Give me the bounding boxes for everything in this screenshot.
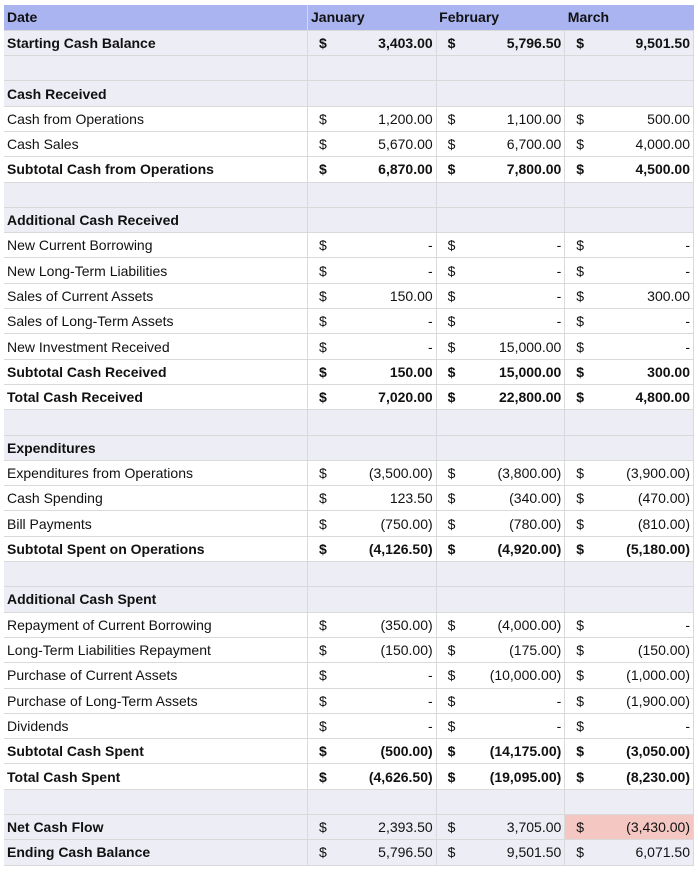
value-cell[interactable]: -	[338, 258, 437, 283]
value-cell[interactable]: 1,200.00	[338, 106, 437, 131]
empty-cell[interactable]	[308, 81, 338, 106]
empty-cell[interactable]	[338, 56, 437, 81]
row-label[interactable]: Net Cash Flow	[4, 815, 308, 840]
row-label[interactable]: New Investment Received	[4, 334, 308, 359]
value-cell[interactable]: -	[338, 663, 437, 688]
value-cell[interactable]: 5,796.50	[338, 840, 437, 865]
value-cell[interactable]: -	[595, 612, 694, 637]
row-label[interactable]: Subtotal Spent on Operations	[4, 536, 308, 561]
row-label[interactable]: Cash Sales	[4, 131, 308, 156]
value-cell[interactable]: 150.00	[338, 359, 437, 384]
value-cell[interactable]: -	[338, 688, 437, 713]
value-cell[interactable]: (1,900.00)	[595, 688, 694, 713]
currency-cell[interactable]: $	[436, 511, 466, 536]
currency-cell[interactable]: $	[436, 30, 466, 55]
currency-cell[interactable]: $	[565, 486, 595, 511]
table-row	[4, 713, 694, 738]
value-cell[interactable]: -	[466, 309, 565, 334]
table-row	[4, 612, 694, 637]
empty-cell[interactable]	[466, 435, 565, 460]
value-cell[interactable]: (3,800.00)	[466, 460, 565, 485]
empty-cell[interactable]	[595, 182, 694, 207]
value-cell[interactable]: 15,000.00	[466, 334, 565, 359]
table-row	[4, 309, 694, 334]
empty-cell[interactable]	[308, 56, 338, 81]
currency-cell[interactable]: $	[565, 106, 595, 131]
value-cell[interactable]: -	[338, 309, 437, 334]
currency-cell[interactable]: $	[436, 334, 466, 359]
currency-cell[interactable]: $	[565, 637, 595, 662]
table-row	[4, 688, 694, 713]
currency-cell[interactable]: $	[308, 359, 338, 384]
value-cell[interactable]: -	[466, 233, 565, 258]
empty-cell[interactable]	[595, 207, 694, 232]
currency-cell[interactable]: $	[565, 359, 595, 384]
empty-cell[interactable]	[4, 410, 308, 435]
value-cell[interactable]: 1,100.00	[466, 106, 565, 131]
row-label[interactable]: Sales of Current Assets	[4, 283, 308, 308]
blank-row	[4, 182, 694, 207]
header-row	[4, 5, 694, 30]
net-cash-flow-row	[4, 815, 694, 840]
currency-cell[interactable]: $	[565, 536, 595, 561]
value-cell[interactable]: 7,800.00	[466, 157, 565, 182]
empty-cell[interactable]	[436, 207, 466, 232]
currency-cell[interactable]: $	[565, 258, 595, 283]
row-label[interactable]: Cash Spending	[4, 486, 308, 511]
value-cell[interactable]: -	[595, 233, 694, 258]
currency-cell[interactable]: $	[565, 739, 595, 764]
value-cell[interactable]: 15,000.00	[466, 359, 565, 384]
value-cell[interactable]: -	[338, 713, 437, 738]
empty-cell[interactable]	[4, 789, 308, 814]
section-additional-cash-received	[4, 207, 694, 232]
value-cell[interactable]: -	[466, 283, 565, 308]
value-cell[interactable]: -	[466, 258, 565, 283]
value-cell[interactable]: (3,500.00)	[338, 460, 437, 485]
table-row	[4, 637, 694, 662]
currency-cell[interactable]: $	[565, 283, 595, 308]
table-row	[4, 233, 694, 258]
currency-cell[interactable]: $	[308, 511, 338, 536]
empty-cell[interactable]	[436, 789, 466, 814]
empty-cell[interactable]	[565, 562, 595, 587]
empty-cell[interactable]	[595, 410, 694, 435]
value-cell[interactable]: (780.00)	[466, 511, 565, 536]
empty-cell[interactable]	[595, 789, 694, 814]
currency-cell[interactable]: $	[308, 309, 338, 334]
value-cell[interactable]: -	[338, 334, 437, 359]
value-cell[interactable]: 6,870.00	[338, 157, 437, 182]
section-title[interactable]: Expenditures	[4, 435, 308, 460]
currency-cell[interactable]: $	[308, 131, 338, 156]
table-row	[4, 106, 694, 131]
currency-cell[interactable]: $	[565, 233, 595, 258]
empty-cell[interactable]	[4, 182, 308, 207]
empty-cell[interactable]	[308, 789, 338, 814]
currency-cell[interactable]: $	[308, 384, 338, 409]
value-cell[interactable]: -	[338, 233, 437, 258]
value-cell[interactable]: (150.00)	[595, 637, 694, 662]
subtotal-row	[4, 739, 694, 764]
empty-cell[interactable]	[436, 81, 466, 106]
value-cell[interactable]: (4,000.00)	[466, 612, 565, 637]
currency-cell[interactable]: $	[565, 688, 595, 713]
currency-cell[interactable]: $	[436, 157, 466, 182]
value-cell[interactable]: 3,403.00	[338, 30, 437, 55]
empty-cell[interactable]	[338, 587, 437, 612]
section-title[interactable]: Cash Received	[4, 81, 308, 106]
value-cell[interactable]: (3,430.00)	[595, 815, 694, 840]
value-cell[interactable]: (4,126.50)	[338, 536, 437, 561]
row-label[interactable]: Expenditures from Operations	[4, 460, 308, 485]
currency-cell[interactable]: $	[436, 486, 466, 511]
empty-cell[interactable]	[308, 435, 338, 460]
ending-cash-balance-row	[4, 840, 694, 865]
empty-cell[interactable]	[4, 56, 308, 81]
table-row	[4, 460, 694, 485]
value-cell[interactable]: (3,050.00)	[595, 739, 694, 764]
header-month-march[interactable]: March	[565, 5, 694, 30]
value-cell[interactable]: -	[595, 713, 694, 738]
empty-cell[interactable]	[308, 410, 338, 435]
currency-cell[interactable]: $	[308, 688, 338, 713]
empty-cell[interactable]	[466, 562, 565, 587]
value-cell[interactable]: (10,000.00)	[466, 663, 565, 688]
empty-cell[interactable]	[595, 435, 694, 460]
value-cell[interactable]: 4,000.00	[595, 131, 694, 156]
currency-cell[interactable]: $	[308, 334, 338, 359]
empty-cell[interactable]	[338, 182, 437, 207]
currency-cell[interactable]: $	[308, 637, 338, 662]
empty-cell[interactable]	[466, 182, 565, 207]
currency-cell[interactable]: $	[565, 511, 595, 536]
currency-cell[interactable]: $	[308, 157, 338, 182]
value-cell[interactable]: 6,071.50	[595, 840, 694, 865]
row-label[interactable]: Dividends	[4, 713, 308, 738]
value-cell[interactable]: (340.00)	[466, 486, 565, 511]
currency-cell[interactable]: $	[436, 840, 466, 865]
currency-cell[interactable]: $	[308, 536, 338, 561]
currency-cell[interactable]: $	[565, 713, 595, 738]
row-label[interactable]: Repayment of Current Borrowing	[4, 612, 308, 637]
value-cell[interactable]: (350.00)	[338, 612, 437, 637]
currency-cell[interactable]: $	[436, 359, 466, 384]
empty-cell[interactable]	[436, 182, 466, 207]
currency-cell[interactable]: $	[565, 334, 595, 359]
empty-cell[interactable]	[595, 81, 694, 106]
value-cell[interactable]: 3,705.00	[466, 815, 565, 840]
currency-cell[interactable]: $	[565, 157, 595, 182]
currency-cell[interactable]: $	[308, 612, 338, 637]
cash-flow-table-body	[4, 5, 694, 865]
subtotal-row	[4, 359, 694, 384]
empty-cell[interactable]	[338, 562, 437, 587]
empty-cell[interactable]	[308, 182, 338, 207]
value-cell[interactable]: 4,500.00	[595, 157, 694, 182]
total-row	[4, 384, 694, 409]
empty-cell[interactable]	[595, 56, 694, 81]
subtotal-row	[4, 536, 694, 561]
currency-cell[interactable]: $	[565, 612, 595, 637]
row-label[interactable]: Subtotal Cash Spent	[4, 739, 308, 764]
row-label[interactable]: Subtotal Cash Received	[4, 359, 308, 384]
subtotal-row	[4, 157, 694, 182]
currency-cell[interactable]: $	[436, 309, 466, 334]
value-cell[interactable]: (810.00)	[595, 511, 694, 536]
value-cell[interactable]: (175.00)	[466, 637, 565, 662]
currency-cell[interactable]: $	[436, 460, 466, 485]
empty-cell[interactable]	[308, 562, 338, 587]
value-cell[interactable]: 9,501.50	[595, 30, 694, 55]
value-cell[interactable]: 6,700.00	[466, 131, 565, 156]
header-month-january[interactable]: January	[308, 5, 437, 30]
value-cell[interactable]: (5,180.00)	[595, 536, 694, 561]
empty-cell[interactable]	[565, 435, 595, 460]
currency-cell[interactable]: $	[565, 384, 595, 409]
currency-cell[interactable]: $	[308, 739, 338, 764]
empty-cell[interactable]	[436, 410, 466, 435]
currency-cell[interactable]: $	[436, 233, 466, 258]
blank-row	[4, 410, 694, 435]
currency-cell[interactable]: $	[308, 460, 338, 485]
row-label[interactable]: Subtotal Cash from Operations	[4, 157, 308, 182]
empty-cell[interactable]	[338, 789, 437, 814]
blank-row	[4, 789, 694, 814]
currency-cell[interactable]: $	[436, 106, 466, 131]
value-cell[interactable]: 5,796.50	[466, 30, 565, 55]
currency-cell[interactable]: $	[565, 663, 595, 688]
table-row	[4, 258, 694, 283]
row-label[interactable]: Ending Cash Balance	[4, 840, 308, 865]
row-label[interactable]: Bill Payments	[4, 511, 308, 536]
value-cell[interactable]: 300.00	[595, 283, 694, 308]
value-cell[interactable]: (3,900.00)	[595, 460, 694, 485]
row-label[interactable]: Purchase of Current Assets	[4, 663, 308, 688]
currency-cell[interactable]: $	[436, 688, 466, 713]
row-label[interactable]: New Current Borrowing	[4, 233, 308, 258]
currency-cell[interactable]: $	[436, 663, 466, 688]
currency-cell[interactable]: $	[565, 30, 595, 55]
value-cell[interactable]: (1,000.00)	[595, 663, 694, 688]
row-label[interactable]: Starting Cash Balance	[4, 30, 308, 55]
currency-cell[interactable]: $	[436, 764, 466, 789]
table-row	[4, 334, 694, 359]
empty-cell[interactable]	[436, 587, 466, 612]
currency-cell[interactable]: $	[308, 233, 338, 258]
header-date-cell[interactable]: Date	[4, 5, 308, 30]
currency-cell[interactable]: $	[436, 258, 466, 283]
currency-cell[interactable]: $	[436, 612, 466, 637]
empty-cell[interactable]	[338, 435, 437, 460]
empty-cell[interactable]	[565, 207, 595, 232]
row-label[interactable]: Cash from Operations	[4, 106, 308, 131]
empty-cell[interactable]	[466, 207, 565, 232]
value-cell[interactable]: (500.00)	[338, 739, 437, 764]
table-row	[4, 486, 694, 511]
currency-cell[interactable]: $	[308, 764, 338, 789]
empty-cell[interactable]	[565, 81, 595, 106]
value-cell[interactable]: 22,800.00	[466, 384, 565, 409]
total-row	[4, 764, 694, 789]
currency-cell[interactable]: $	[436, 739, 466, 764]
row-label[interactable]: Long-Term Liabilities Repayment	[4, 637, 308, 662]
section-title[interactable]: Additional Cash Received	[4, 207, 308, 232]
currency-cell[interactable]: $	[565, 460, 595, 485]
empty-cell[interactable]	[466, 410, 565, 435]
value-cell[interactable]: 150.00	[338, 283, 437, 308]
starting-cash-row	[4, 30, 694, 55]
currency-cell[interactable]: $	[308, 663, 338, 688]
currency-cell[interactable]: $	[436, 713, 466, 738]
value-cell[interactable]: (14,175.00)	[466, 739, 565, 764]
currency-cell[interactable]: $	[436, 384, 466, 409]
currency-cell[interactable]: $	[308, 815, 338, 840]
value-cell[interactable]: (470.00)	[595, 486, 694, 511]
empty-cell[interactable]	[338, 410, 437, 435]
empty-cell[interactable]	[436, 435, 466, 460]
section-title[interactable]: Additional Cash Spent	[4, 587, 308, 612]
currency-cell[interactable]: $	[565, 131, 595, 156]
currency-cell[interactable]: $	[436, 283, 466, 308]
row-label[interactable]: New Long-Term Liabilities	[4, 258, 308, 283]
value-cell[interactable]: 123.50	[338, 486, 437, 511]
currency-cell[interactable]: $	[308, 486, 338, 511]
currency-cell[interactable]: $	[308, 106, 338, 131]
value-cell[interactable]: -	[466, 688, 565, 713]
blank-row	[4, 56, 694, 81]
value-cell[interactable]: -	[595, 258, 694, 283]
currency-cell[interactable]: $	[565, 840, 595, 865]
empty-cell[interactable]	[436, 56, 466, 81]
empty-cell[interactable]	[308, 207, 338, 232]
row-label[interactable]: Total Cash Received	[4, 384, 308, 409]
value-cell[interactable]: -	[595, 334, 694, 359]
value-cell[interactable]: 300.00	[595, 359, 694, 384]
value-cell[interactable]: 2,393.50	[338, 815, 437, 840]
empty-cell[interactable]	[466, 789, 565, 814]
value-cell[interactable]: 500.00	[595, 106, 694, 131]
table-row	[4, 511, 694, 536]
row-label[interactable]: Sales of Long-Term Assets	[4, 309, 308, 334]
empty-cell[interactable]	[565, 182, 595, 207]
empty-cell[interactable]	[595, 562, 694, 587]
table-row	[4, 283, 694, 308]
value-cell[interactable]: 5,670.00	[338, 131, 437, 156]
value-cell[interactable]: (750.00)	[338, 511, 437, 536]
empty-cell[interactable]	[565, 587, 595, 612]
value-cell[interactable]: (8,230.00)	[595, 764, 694, 789]
row-label[interactable]: Total Cash Spent	[4, 764, 308, 789]
currency-cell[interactable]: $	[308, 258, 338, 283]
cash-flow-table	[4, 5, 694, 866]
value-cell[interactable]: (4,626.50)	[338, 764, 437, 789]
currency-cell[interactable]: $	[308, 713, 338, 738]
value-cell[interactable]: -	[466, 713, 565, 738]
currency-cell[interactable]: $	[565, 309, 595, 334]
section-cash-received	[4, 81, 694, 106]
value-cell[interactable]: (150.00)	[338, 637, 437, 662]
empty-cell[interactable]	[565, 410, 595, 435]
value-cell[interactable]: 9,501.50	[466, 840, 565, 865]
empty-cell[interactable]	[466, 56, 565, 81]
empty-cell[interactable]	[565, 789, 595, 814]
section-expenditures	[4, 435, 694, 460]
empty-cell[interactable]	[595, 587, 694, 612]
empty-cell[interactable]	[338, 207, 437, 232]
empty-cell[interactable]	[338, 81, 437, 106]
value-cell[interactable]: (19,095.00)	[466, 764, 565, 789]
currency-cell[interactable]: $	[436, 637, 466, 662]
empty-cell[interactable]	[4, 562, 308, 587]
currency-cell[interactable]: $	[308, 30, 338, 55]
currency-cell[interactable]: $	[565, 764, 595, 789]
currency-cell[interactable]: $	[436, 815, 466, 840]
value-cell[interactable]: 4,800.00	[595, 384, 694, 409]
empty-cell[interactable]	[466, 81, 565, 106]
currency-cell[interactable]: $	[436, 131, 466, 156]
empty-cell[interactable]	[308, 587, 338, 612]
value-cell[interactable]: -	[595, 309, 694, 334]
currency-cell[interactable]: $	[565, 815, 595, 840]
empty-cell[interactable]	[466, 587, 565, 612]
table-row	[4, 663, 694, 688]
blank-row	[4, 562, 694, 587]
empty-cell[interactable]	[565, 56, 595, 81]
currency-cell[interactable]: $	[308, 283, 338, 308]
currency-cell[interactable]: $	[308, 840, 338, 865]
row-label[interactable]: Purchase of Long-Term Assets	[4, 688, 308, 713]
value-cell[interactable]: 7,020.00	[338, 384, 437, 409]
currency-cell[interactable]: $	[436, 536, 466, 561]
table-row	[4, 131, 694, 156]
header-month-february[interactable]: February	[436, 5, 565, 30]
section-additional-cash-spent	[4, 587, 694, 612]
empty-cell[interactable]	[436, 562, 466, 587]
value-cell[interactable]: (4,920.00)	[466, 536, 565, 561]
